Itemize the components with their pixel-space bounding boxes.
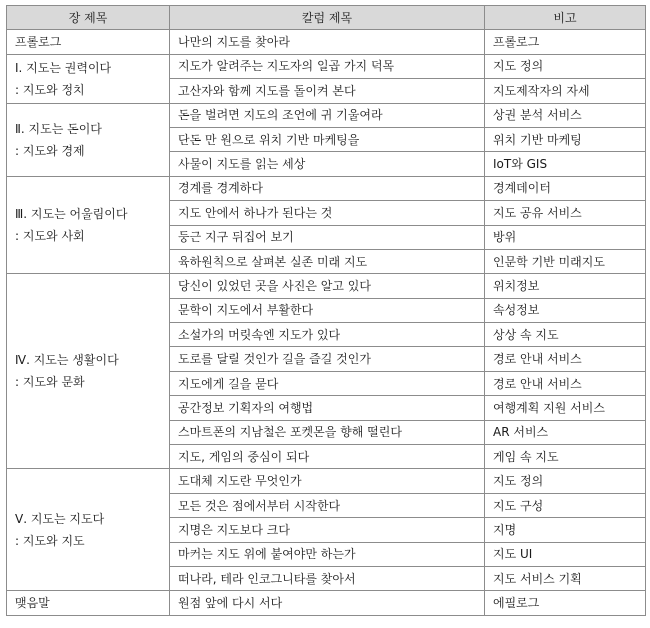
column-title-cell: 도대체 지도란 무엇인가 bbox=[170, 469, 485, 493]
contents-table bbox=[6, 5, 646, 616]
note-cell: AR 서비스 bbox=[485, 420, 646, 444]
note-cell: 상권 분석 서비스 bbox=[485, 103, 646, 127]
chapter-subtitle: : 지도와 문화 bbox=[15, 375, 85, 390]
column-title-cell: 마커는 지도 위에 붙여야만 하는가 bbox=[170, 542, 485, 566]
note-cell: 지도 서비스 기획 bbox=[485, 566, 646, 590]
chapter-subtitle: : 지도와 경제 bbox=[15, 143, 85, 158]
note-cell: 경계데이터 bbox=[485, 176, 646, 200]
note-cell: 지도 정의 bbox=[485, 54, 646, 78]
column-title-cell: 지도에게 길을 묻다 bbox=[170, 371, 485, 395]
column-title-cell: 지도, 게임의 중심이 되다 bbox=[170, 445, 485, 469]
note-cell: 위치정보 bbox=[485, 274, 646, 298]
chapter-title: 프롤로그 bbox=[15, 35, 62, 50]
chapter-title: Ⅲ. 지도는 어울림이다 bbox=[15, 207, 128, 222]
note-cell: 지도 공유 서비스 bbox=[485, 201, 646, 225]
column-title-cell: 떠나라, 테라 인코그니타를 찾아서 bbox=[170, 566, 485, 590]
chapter-cell bbox=[7, 274, 170, 469]
column-title-cell: 모든 것은 점에서부터 시작한다 bbox=[170, 493, 485, 517]
table-row bbox=[7, 176, 646, 200]
note-cell: 위치 기반 마케팅 bbox=[485, 127, 646, 151]
chapter-cell bbox=[7, 176, 170, 274]
header-row bbox=[7, 6, 646, 30]
table-row bbox=[7, 274, 646, 298]
note-cell: 지명 bbox=[485, 518, 646, 542]
table-row bbox=[7, 30, 646, 54]
column-title-cell: 단돈 만 원으로 위치 기반 마케팅을 bbox=[170, 127, 485, 151]
chapter-subtitle: : 지도와 사회 bbox=[15, 229, 85, 244]
note-cell: 속성정보 bbox=[485, 298, 646, 322]
header-column: 칼럼 제목 bbox=[170, 6, 485, 30]
note-cell: 에필로그 bbox=[485, 591, 646, 615]
note-cell: 지도제작자의 자세 bbox=[485, 79, 646, 103]
chapter-title: Ⅰ. 지도는 권력이다 bbox=[15, 60, 112, 75]
column-title-cell: 도로를 달릴 것인가 길을 즐길 것인가 bbox=[170, 347, 485, 371]
column-title-cell: 지도가 알려주는 지도자의 일곱 가지 덕목 bbox=[170, 54, 485, 78]
column-title-cell: 원점 앞에 다시 서다 bbox=[170, 591, 485, 615]
column-title-cell: 지도 안에서 하나가 된다는 것 bbox=[170, 201, 485, 225]
chapter-cell bbox=[7, 591, 170, 615]
column-title-cell: 고산자와 함께 지도를 돌이켜 본다 bbox=[170, 79, 485, 103]
chapter-cell bbox=[7, 103, 170, 176]
column-title-cell: 둥근 지구 뒤집어 보기 bbox=[170, 225, 485, 249]
column-title-cell: 돈을 벌려면 지도의 조언에 귀 기울여라 bbox=[170, 103, 485, 127]
chapter-cell bbox=[7, 469, 170, 591]
column-title-cell: 나만의 지도를 찾아라 bbox=[170, 30, 485, 54]
column-title-cell: 공간정보 기획자의 여행법 bbox=[170, 396, 485, 420]
chapter-title: Ⅴ. 지도는 지도다 bbox=[15, 511, 105, 526]
note-cell: 경로 안내 서비스 bbox=[485, 347, 646, 371]
chapter-title: Ⅱ. 지도는 돈이다 bbox=[15, 121, 102, 136]
column-title-cell: 당신이 있었던 곳을 사진은 알고 있다 bbox=[170, 274, 485, 298]
chapter-title: Ⅳ. 지도는 생활이다 bbox=[15, 353, 119, 368]
note-cell: 지도 UI bbox=[485, 542, 646, 566]
column-title-cell: 육하원칙으로 살펴본 실존 미래 지도 bbox=[170, 249, 485, 273]
chapter-title: 맺음말 bbox=[15, 596, 50, 611]
column-title-cell: 경계를 경계하다 bbox=[170, 176, 485, 200]
column-title-cell: 지명은 지도보다 크다 bbox=[170, 518, 485, 542]
note-cell: 상상 속 지도 bbox=[485, 323, 646, 347]
column-title-cell: 소설가의 머릿속엔 지도가 있다 bbox=[170, 323, 485, 347]
table-body bbox=[7, 30, 646, 615]
header-note: 비고 bbox=[485, 6, 646, 30]
table-row bbox=[7, 591, 646, 615]
column-title-cell: 스마트폰의 지남철은 포켓몬을 향해 떨린다 bbox=[170, 420, 485, 444]
note-cell: 경로 안내 서비스 bbox=[485, 371, 646, 395]
table-row bbox=[7, 469, 646, 493]
note-cell: IoT와 GIS bbox=[485, 152, 646, 176]
note-cell: 인문학 기반 미래지도 bbox=[485, 249, 646, 273]
chapter-subtitle: : 지도와 지도 bbox=[15, 533, 85, 548]
note-cell: 방위 bbox=[485, 225, 646, 249]
note-cell: 게임 속 지도 bbox=[485, 445, 646, 469]
column-title-cell: 사물이 지도를 읽는 세상 bbox=[170, 152, 485, 176]
note-cell: 프롤로그 bbox=[485, 30, 646, 54]
header-chapter: 장 제목 bbox=[7, 6, 170, 30]
table-row bbox=[7, 103, 646, 127]
chapter-subtitle: : 지도와 정치 bbox=[15, 82, 85, 97]
note-cell: 지도 정의 bbox=[485, 469, 646, 493]
table-row bbox=[7, 54, 646, 78]
note-cell: 지도 구성 bbox=[485, 493, 646, 517]
chapter-cell bbox=[7, 54, 170, 103]
chapter-cell bbox=[7, 30, 170, 54]
column-title-cell: 문학이 지도에서 부활한다 bbox=[170, 298, 485, 322]
note-cell: 여행계획 지원 서비스 bbox=[485, 396, 646, 420]
